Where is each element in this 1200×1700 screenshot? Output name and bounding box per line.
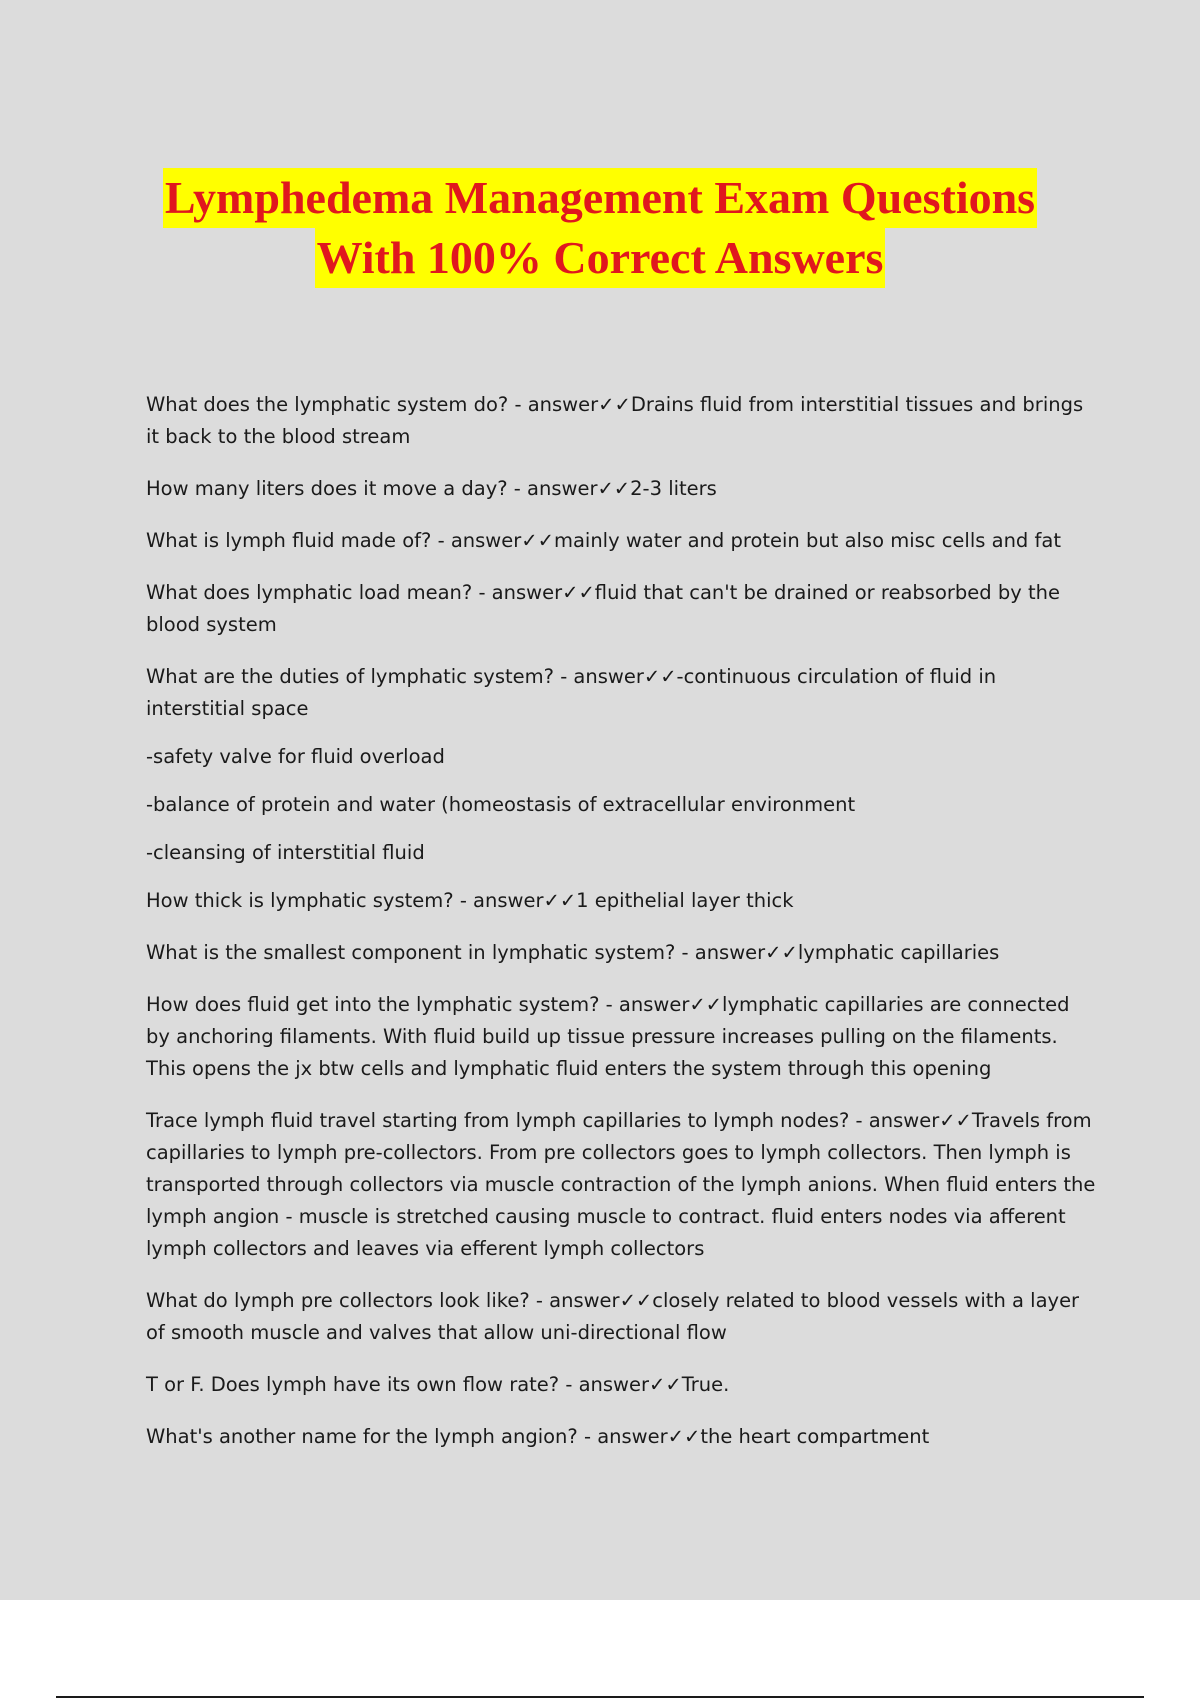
question: What's another name for the lymph angion? (146, 1425, 578, 1448)
question: How thick is lymphatic system? (146, 889, 454, 912)
answer-marker: - answer✓✓ (599, 993, 723, 1016)
document-title (0, 168, 1200, 288)
title-line-1: Lymphedema Management Exam Questions (163, 168, 1037, 228)
answer-marker: - answer✓✓ (529, 1289, 653, 1312)
duty-item: -cleansing of interstitial fluid (146, 841, 425, 864)
answer-marker: - answer✓✓ (559, 1373, 682, 1396)
qa-item (146, 389, 1096, 453)
qa-item (146, 661, 1096, 725)
answer-marker: - answer✓✓ (577, 1425, 701, 1448)
question: What does lymphatic load mean? (146, 581, 473, 604)
qa-item (146, 1285, 1096, 1349)
question: What does the lymphatic system do? (146, 393, 509, 416)
answer: mainly water and protein but also misc cells and fat (553, 529, 1061, 552)
qa-item (146, 577, 1096, 641)
answer-marker: - answer✓✓ (554, 665, 677, 688)
answer: 2-3 liters (630, 477, 717, 500)
qa-item (146, 1369, 1096, 1401)
answer-marker: - answer✓✓ (472, 581, 595, 604)
question: How does fluid get into the lymphatic system? (146, 993, 600, 1016)
answer-marker: - answer✓✓ (849, 1109, 972, 1132)
qa-item (146, 937, 1096, 969)
answer: fluid that can't be drained or reabsorbed by the blood system (146, 581, 1060, 636)
answer-marker: - answer✓✓ (453, 889, 577, 912)
answer: Travels from capillaries to lymph pre-collectors. From pre collectors goes to lymph collectors. Then lymph is transported through collectors via muscle contraction of the lymph anions. When fluid enters the lymph angion - muscle is stretched causing muscle to contract. fluid enters nodes via afferent lymph collectors and leaves via efferent lymph collectors (146, 1109, 1096, 1260)
title-line-2: With 100% Correct Answers (315, 228, 886, 288)
answer: lymphatic capillaries (797, 941, 1000, 964)
question: How many liters does it move a day? (146, 477, 508, 500)
answer: lymphatic capillaries are connected by anchoring filaments. With fluid build up tissue pressure increases pulling on the filaments. This opens the jx btw cells and lymphatic fluid enters the system through this opening (146, 993, 1070, 1080)
answer: closely related to blood vessels with a layer of smooth muscle and valves that allow uni-directional flow (146, 1289, 1080, 1344)
qa-item (146, 1421, 1096, 1453)
question: T or F. Does lymph have its own flow rate? (146, 1373, 560, 1396)
qa-item (146, 1105, 1096, 1265)
duty-item: -balance of protein and water (homeostasis of extracellular environment (146, 793, 856, 816)
qa-item (146, 885, 1096, 917)
question: What is lymph fluid made of? (146, 529, 432, 552)
answer-marker: - answer✓✓ (675, 941, 798, 964)
question: What do lymph pre collectors look like? (146, 1289, 530, 1312)
answer: 1 epithelial layer thick (576, 889, 794, 912)
answer-marker: - answer✓✓ (508, 393, 631, 416)
answer: the heart compartment (700, 1425, 930, 1448)
qa-item (146, 989, 1096, 1085)
answer: True. (681, 1373, 730, 1396)
footer-divider (56, 1696, 1144, 1698)
answer: -continuous circulation of fluid in interstitial space (146, 665, 997, 720)
answer: Drains fluid from interstitial tissues and brings it back to the blood stream (146, 393, 1084, 448)
page-footer-area (0, 1600, 1200, 1700)
qa-item (146, 525, 1096, 557)
question: What is the smallest component in lymphatic system? (146, 941, 676, 964)
question: Trace lymph fluid travel starting from lymph capillaries to lymph nodes? (146, 1109, 850, 1132)
qa-list (146, 389, 1096, 1473)
duty-item: -safety valve for fluid overload (146, 745, 445, 768)
question: What are the duties of lymphatic system? (146, 665, 554, 688)
qa-item (146, 473, 1096, 505)
answer-marker: - answer✓✓ (507, 477, 631, 500)
answer-marker: - answer✓✓ (431, 529, 554, 552)
